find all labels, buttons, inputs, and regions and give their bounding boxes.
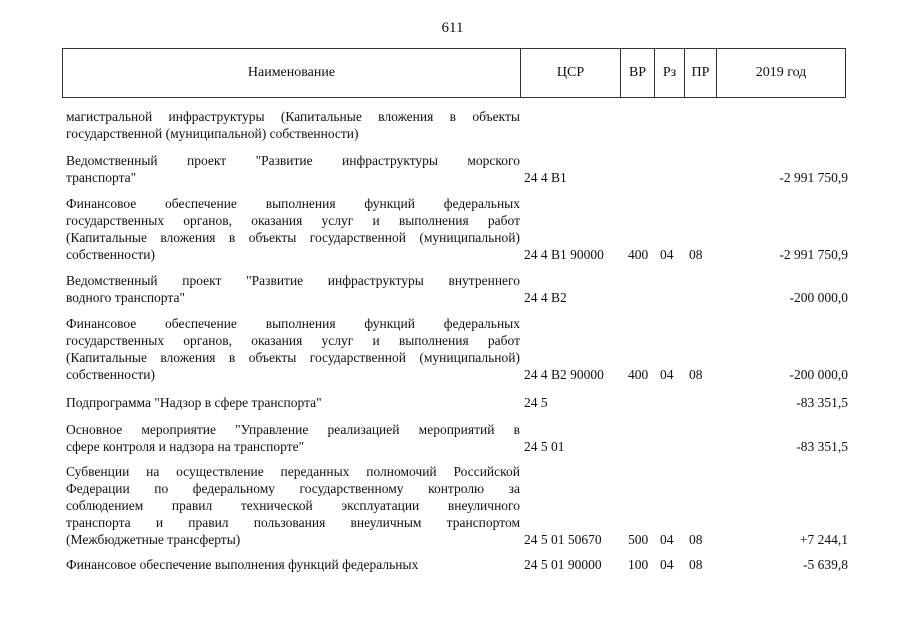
row-amount: -5 639,8: [803, 557, 848, 572]
row-pr: 08: [689, 367, 703, 382]
header-vr: ВР: [621, 49, 655, 97]
row-rz: 04: [660, 557, 674, 572]
row-name-line: (Капитальные вложения в объекты государственной (муниципальной): [66, 350, 520, 365]
row-name-line: водного транспорта": [66, 290, 185, 305]
header-csr: ЦСР: [521, 49, 621, 97]
row-csr: 24 4 B1 90000: [524, 247, 604, 262]
row-name: [66, 421, 520, 455]
row-vr: 400: [628, 367, 649, 382]
row-name: [66, 463, 520, 548]
row-name-line: (Межбюджетные трансферты): [66, 532, 241, 547]
row-name-line: собственности): [66, 247, 155, 262]
row-name-line: сфере контроля и надзора на транспорте": [66, 439, 305, 454]
row-csr: 24 4 B2 90000: [524, 367, 604, 382]
row-name: [66, 152, 520, 186]
row-rz: 04: [660, 367, 674, 382]
header-rz: Рз: [655, 49, 685, 97]
row-amount: +7 244,1: [799, 532, 848, 547]
row-name-line: транспорта и правил пользования внеуличным транспортом: [66, 515, 520, 530]
row-amount: -83 351,5: [796, 439, 848, 454]
row-csr: 24 5 01 90000: [524, 557, 602, 572]
page-number: 611: [441, 20, 464, 36]
row-pr: 08: [689, 532, 703, 547]
row-vr: 100: [628, 557, 649, 572]
row-name-line: государственных органов, оказания услуг и выполнения работ: [66, 333, 520, 348]
header-pr: ПР: [685, 49, 717, 97]
row-name: [66, 315, 520, 383]
row-name-line: Подпрограмма "Надзор в сфере транспорта": [66, 395, 322, 410]
row-name-line: Финансовое обеспечение выполнения функций федеральных: [66, 196, 520, 211]
row-name-line: соблюдением правил технической эксплуатации внеуличного: [66, 498, 520, 513]
row-vr: 400: [628, 247, 649, 262]
row-name-line: Финансовое обеспечение выполнения функций федеральных: [66, 557, 419, 572]
row-csr: 24 5 01: [524, 439, 565, 454]
row-csr: 24 5: [524, 395, 548, 410]
row-name-line: Ведомственный проект "Развитие инфраструктуры внутреннего: [66, 273, 520, 288]
row-name-line: Ведомственный проект "Развитие инфраструктуры морского: [66, 153, 520, 168]
row-name-line: государственных органов, оказания услуг и выполнения работ: [66, 213, 520, 228]
row-name: [66, 394, 520, 411]
row-amount: -200 000,0: [789, 367, 848, 382]
row-name-line: государственной (муниципальной) собственности): [66, 126, 359, 141]
table-header: [62, 48, 846, 98]
row-name-line: Субвенции на осуществление переданных полномочий Российской: [66, 464, 520, 479]
row-name-line: магистральной инфраструктуры (Капитальные вложения в объекты: [66, 109, 520, 124]
row-csr: 24 4 B1: [524, 170, 567, 185]
row-csr: 24 4 B2: [524, 290, 567, 305]
row-amount: -200 000,0: [789, 290, 848, 305]
row-vr: 500: [628, 532, 649, 547]
row-amount: -2 991 750,9: [779, 170, 848, 185]
row-name-line: транспорта": [66, 170, 137, 185]
row-rz: 04: [660, 532, 674, 547]
header-name: Наименование: [63, 49, 521, 97]
row-name: [66, 556, 520, 573]
row-rz: 04: [660, 247, 674, 262]
row-name: [66, 272, 520, 306]
row-name: [66, 195, 520, 263]
row-amount: -83 351,5: [796, 395, 848, 410]
row-name: [66, 108, 520, 142]
row-name-line: Финансовое обеспечение выполнения функций федеральных: [66, 316, 520, 331]
row-name-line: собственности): [66, 367, 155, 382]
row-name-line: Федерации по федеральному государственному контролю за: [66, 481, 520, 496]
header-year: 2019 год: [755, 65, 807, 80]
row-name-line: (Капитальные вложения в объекты государственной (муниципальной): [66, 230, 520, 245]
row-amount: -2 991 750,9: [779, 247, 848, 262]
row-csr: 24 5 01 50670: [524, 532, 602, 547]
row-pr: 08: [689, 557, 703, 572]
row-pr: 08: [689, 247, 703, 262]
row-name-line: Основное мероприятие "Управление реализацией мероприятий в: [66, 422, 520, 437]
